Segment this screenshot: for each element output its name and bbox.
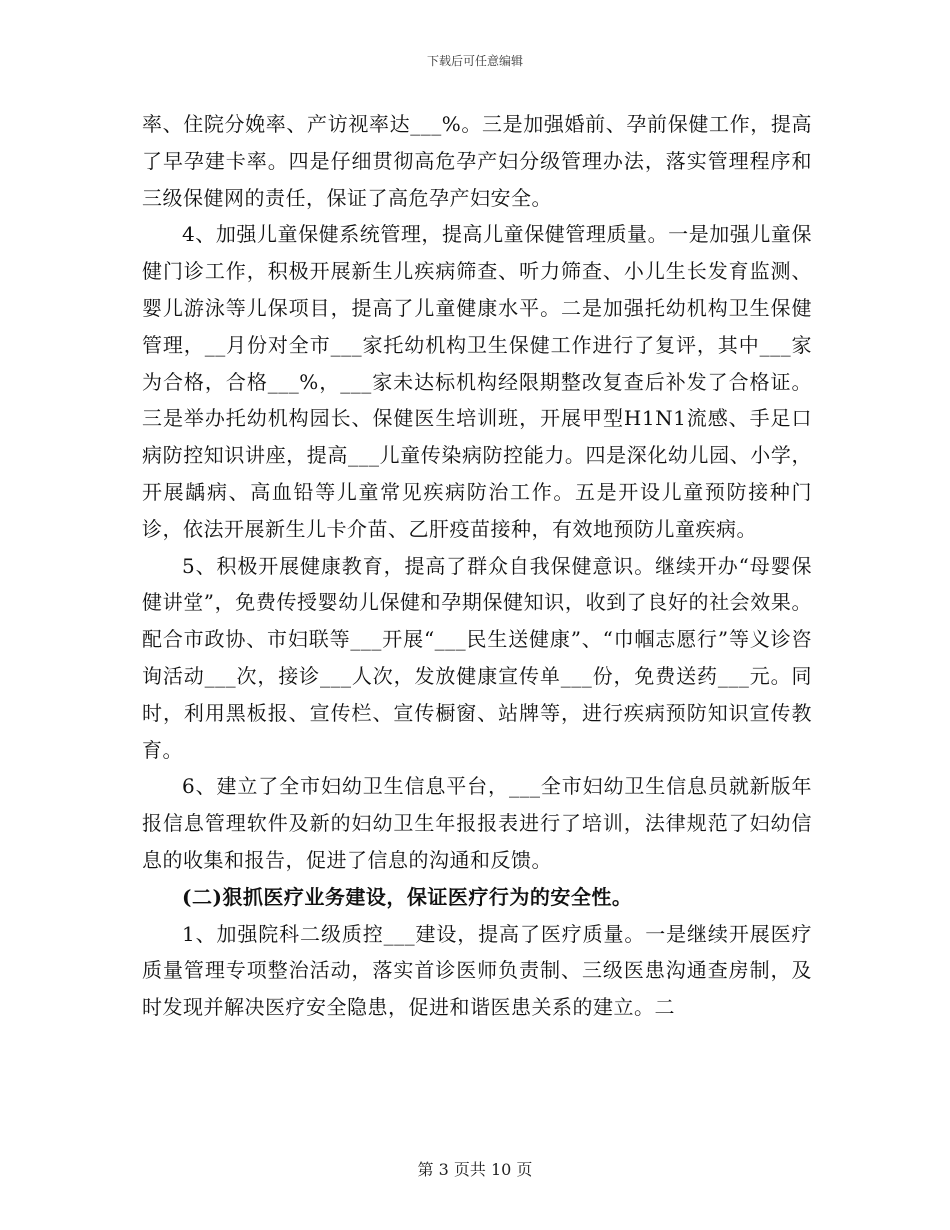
paragraph-child-health: 4、加强儿童保健系统管理，提高儿童保健管理质量。一是加强儿童保健门诊工作，积极开展新生儿疾病筛查、听力筛查、小儿生长发育监测、婴儿游泳等儿保项目，提高了儿童健康水平。二是加强托幼机构卫生保健管理，__月份对全市___家托幼机构卫生保健工作进行了复评，其中___家为合格，合格___%，___家未达标机构经限期整改复查后补发了合格证。三是举办托幼机构园长、保健医生培训班，开展甲型H1N1流感、手足口病防控知识讲座，提高___儿童传染病防控能力。四是深化幼儿园、小学，开展龋病、高血铅等儿童常见疾病防治工作。五是开设儿童预防接种门诊，依法开展新生儿卡介苗、乙肝疫苗接种，有效地预防儿童疾病。 — [142, 222, 812, 541]
paragraph-continuation: 率、住院分娩率、产访视率达___%。三是加强婚前、孕前保健工作，提高了早孕建卡率。四是仔细贯彻高危孕产妇分级管理办法，落实管理程序和三级保健网的责任，保证了高危孕产妇安全。 — [142, 112, 812, 210]
document-body — [142, 106, 812, 1026]
paragraph-info-platform: 6、建立了全市妇幼卫生信息平台，___全市妇幼卫生信息员就新版年报信息管理软件及新的妇幼卫生年报报表进行了培训，法律规范了妇幼信息的收集和报告，促进了信息的沟通和反馈。 — [142, 774, 812, 872]
page-header: 下载后可任意编辑 — [426, 54, 523, 68]
paragraph-health-education: 5、积极开展健康教育，提高了群众自我保健意识。继续开办“母婴保健讲堂”，免费传授婴幼儿保健和孕期保健知识，收到了良好的社会效果。配合市政协、市妇联等___开展“___民生送健康”、“巾帼志愿行”等义诊咨询活动___次，接诊___人次，发放健康宣传单___份，免费送药___元。同时，利用黑板报、宣传栏、宣传橱窗、站牌等，进行疾病预防知识宣传教育。 — [142, 553, 812, 762]
section-heading: (二)狠抓医疗业务建设，保证医疗行为的安全性。 — [182, 884, 633, 909]
page-footer: 第 3 页共 10 页 — [417, 1160, 533, 1179]
paragraph-quality-control: 1、加强院科二级质控___建设，提高了医疗质量。一是继续开展医疗质量管理专项整治活动，落实首诊医师负责制、三级医患沟通查房制，及时发现并解决医疗安全隐患，促进和谐医患关系的建立。二 — [142, 921, 812, 1020]
